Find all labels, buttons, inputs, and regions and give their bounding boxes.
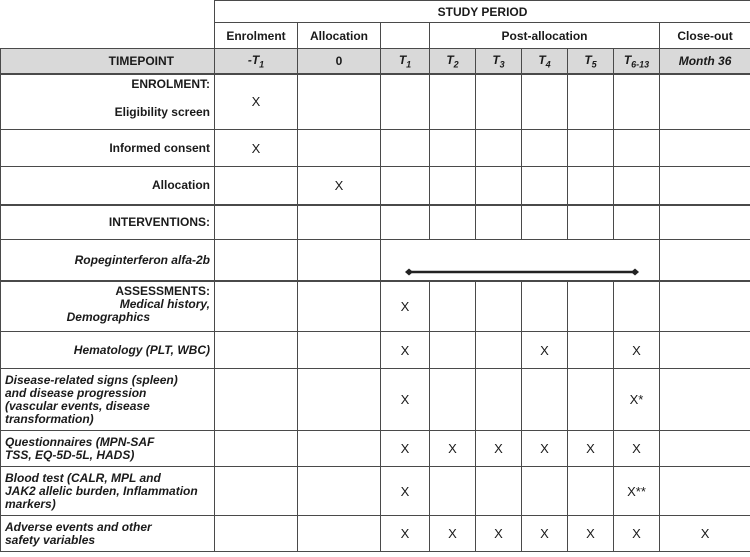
label-eligibility: Eligibility screen xyxy=(114,104,210,119)
mark: X xyxy=(381,431,430,467)
timepoint-label: TIMEPOINT xyxy=(1,49,215,74)
tp-t3: $T_3$ xyxy=(476,49,522,74)
label-consent: Informed consent xyxy=(1,130,215,167)
mark: X xyxy=(568,431,614,467)
row-eligibility xyxy=(1,74,750,130)
row-medical-history: ASSESSMENTS: Medical history, Demographics X xyxy=(1,281,750,332)
start-diamond xyxy=(405,269,413,276)
mark: X xyxy=(476,431,522,467)
tp-t4: $T_4$ xyxy=(522,49,568,74)
mark: X xyxy=(614,332,660,369)
mark: X xyxy=(430,516,476,552)
mark: X xyxy=(522,431,568,467)
mark: X xyxy=(381,281,430,332)
timepoint-row xyxy=(1,49,750,74)
mark: X xyxy=(381,467,430,516)
mark: X xyxy=(298,167,381,205)
row-consent xyxy=(1,130,750,167)
label-medical-history: Medical history, xyxy=(119,296,210,311)
study-period-title: STUDY PERIOD xyxy=(215,1,750,23)
row-allocation xyxy=(1,167,750,205)
tp-t2: $T_2$ xyxy=(430,49,476,74)
tp-t1: $T_1$ xyxy=(381,49,430,74)
label-allocation: Allocation xyxy=(1,167,215,205)
row-hematology xyxy=(1,332,750,369)
row-disease-signs xyxy=(1,369,750,431)
mark: X xyxy=(476,516,522,552)
row-blood-test xyxy=(1,467,750,516)
tp-month-36: Month 36 xyxy=(660,49,750,74)
mark: X xyxy=(522,516,568,552)
mark: X xyxy=(614,431,660,467)
mark: X xyxy=(522,332,568,369)
section-interventions: INTERVENTIONS: xyxy=(1,205,215,240)
row-adverse-events xyxy=(1,516,750,552)
phase-allocation: Allocation xyxy=(298,23,381,49)
label-blood-test: Blood test (CALR, MPL and JAK2 allelic burden, Inflammation markers) xyxy=(1,467,215,516)
tp-allocation: 0 xyxy=(298,49,381,74)
mark: X xyxy=(660,516,750,552)
mark: X xyxy=(215,74,298,130)
tp-t6-13: $T_{6-13}$ xyxy=(614,49,660,74)
phase-row xyxy=(1,23,750,49)
phase-post-allocation: Post-allocation xyxy=(430,23,660,49)
phase-enrolment: Enrolment xyxy=(215,23,298,49)
phase-close-out: Close-out xyxy=(660,23,750,49)
treatment-duration-arrow xyxy=(405,268,640,276)
section-enrolment: ENROLMENT: xyxy=(131,76,210,91)
tp-t5: $T_5$ xyxy=(568,49,614,74)
end-diamond xyxy=(631,269,639,276)
label-disease-signs: Disease-related signs (spleen) and disease progression (vascular events, disease transformation) xyxy=(1,369,215,431)
mark: X xyxy=(381,516,430,552)
tp-enrol: $-T_1$ xyxy=(215,49,298,74)
mark-double-star: X** xyxy=(614,467,660,516)
label-adverse-events: Adverse events and other safety variables xyxy=(1,516,215,552)
label-questionnaires: Questionnaires (MPN-SAF TSS, EQ-5D-5L, HADS) xyxy=(1,431,215,467)
mark: X xyxy=(568,516,614,552)
label-hematology: Hematology (PLT, WBC) xyxy=(1,332,215,369)
row-questionnaires xyxy=(1,431,750,467)
mark-star: X* xyxy=(614,369,660,431)
mark: X xyxy=(614,516,660,552)
mark: X xyxy=(381,332,430,369)
mark: X xyxy=(381,369,430,431)
mark: X xyxy=(215,130,298,167)
mark: X xyxy=(430,431,476,467)
study-period-row xyxy=(1,1,750,23)
row-interventions xyxy=(1,205,750,240)
section-assessments: ASSESSMENTS: xyxy=(115,283,210,298)
label-drug: Ropeginterferon alfa-2b xyxy=(1,240,215,281)
